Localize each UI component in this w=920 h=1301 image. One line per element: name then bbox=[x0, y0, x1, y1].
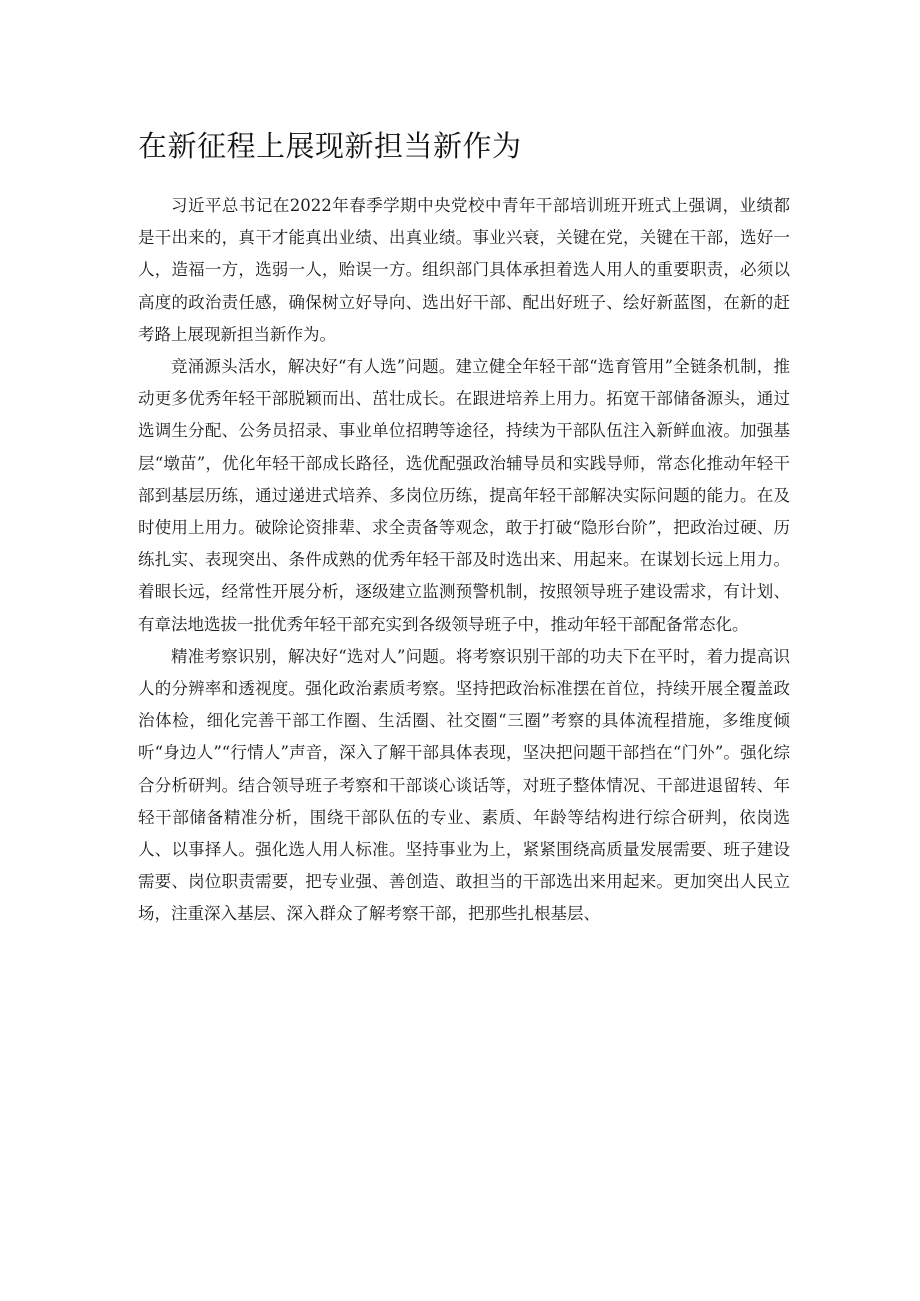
document-body bbox=[138, 190, 790, 931]
document-title: 在新征程上展现新担当新作为 bbox=[138, 129, 522, 163]
paragraph-identification: 精准考察识别，解决好“选对人”问题。将考察识别干部的功夫下在平时，着力提高识人的分辨率和透视度。强化政治素质考察。坚持把政治标准摆在首位，持续开展全覆盖政治体检，细化完善干部工作圈、生活圈、社交圈“三圈”考察的具体流程措施，多维度倾听“身边人”“行情人”声音，深入了解干部具体表现，坚决把问题干部挡在“门外”。强化综合分析研判。结合领导班子考察和干部谈心谈话等，对班子整体情况、干部进退留转、年轻干部储备精准分析，围绕干部队伍的专业、素质、年龄等结构进行综合研判，依岗选人、以事择人。强化选人用人标准。坚持事业为上，紧紧围绕高质量发展需要、班子建设需要、岗位职责需要，把专业强、善创造、敢担当的干部选出来用起来。更加突出人民立场，注重深入基层、深入群众了解考察干部，把那些扎根基层、 bbox=[138, 646, 790, 924]
paragraph-source: 竞涌源头活水，解决好“有人选”问题。建立健全年轻干部“选育管用”全链条机制，推动更多优秀年轻干部脱颖而出、茁壮成长。在跟进培养上用力。拓宽干部储备源头，通过选调生分配、公务员招录、事业单位招聘等途径，持续为干部队伍注入新鲜血液。加强基层“墩苗”，优化年轻干部成长路径，选优配强政治辅导员和实践导师，常态化推动年轻干部到基层历练，通过递进式培养、多岗位历练，提高年轻干部解决实际问题的能力。在及时使用上用力。破除论资排辈、求全责备等观念，敢于打破“隐形台阶”，把政治过硬、历练扎实、表现突出、条件成熟的优秀年轻干部及时选出来、用起来。在谋划长远上用力。着眼长远，经常性开展分析，逐级建立监测预警机制，按照领导班子建设需求，有计划、有章法地选拔一批优秀年轻干部充实到各级领导班子中，推动年轻干部配备常态化。 bbox=[138, 357, 790, 634]
paragraph-intro: 习近平总书记在2022年春季学期中央党校中青年干部培训班开班式上强调，业绩都是干出来的，真干才能真出业绩、出真业绩。事业兴衰，关键在党，关键在干部，选好一人，造福一方，选弱一人，贻误一方。组织部门具体承担着选人用人的重要职责，必须以高度的政治责任感，确保树立好导向、选出好干部、配出好班子、绘好新蓝图，在新的赶考路上展现新担当新作为。 bbox=[138, 196, 790, 344]
